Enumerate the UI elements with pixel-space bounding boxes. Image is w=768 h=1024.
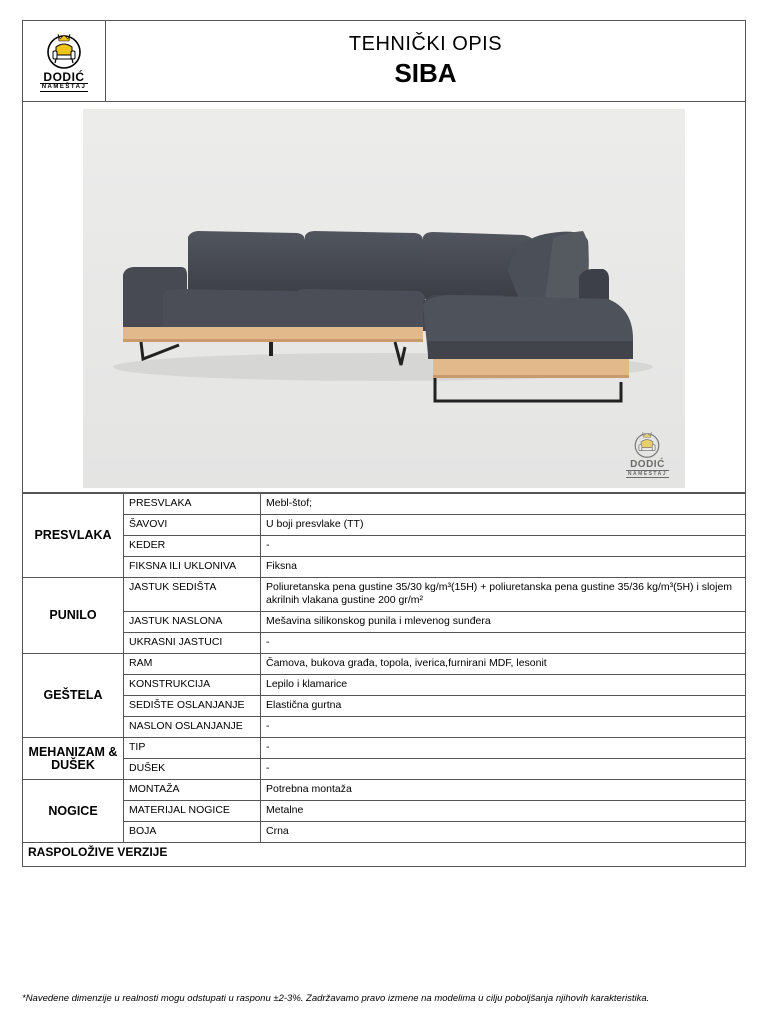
table-row — [23, 675, 746, 696]
row-value: Poliuretanska pena gustine 35/30 kg/m³(15H) + poliuretanska pena gustine 35/36 kg/m³(5H) i slojem akrilnih vlakana gustine 200 gr/m² — [261, 578, 746, 612]
header — [22, 20, 746, 102]
watermark-brand-name: DODIĆ — [630, 459, 665, 470]
table-row — [23, 515, 746, 536]
row-value: Mešavina silikonskog punila i mlevenog sunđera — [261, 612, 746, 633]
table-row — [23, 612, 746, 633]
row-value: Crna — [261, 822, 746, 843]
photo-row — [22, 102, 746, 493]
row-label: MATERIJAL NOGICE — [124, 801, 261, 822]
row-label: SEDIŠTE OSLANJANJE — [124, 696, 261, 717]
armchair-crown-icon — [632, 430, 662, 458]
row-label: UKRASNI JASTUCI — [124, 633, 261, 654]
row-label: JASTUK NASLONA — [124, 612, 261, 633]
table-row — [23, 696, 746, 717]
table-row — [23, 738, 746, 759]
row-value: - — [261, 738, 746, 759]
table-row — [23, 633, 746, 654]
armchair-crown-icon — [44, 31, 84, 69]
row-label: TIP — [124, 738, 261, 759]
watermark-brand-subtitle: NAMEŠTAJ — [627, 471, 667, 477]
row-label: DUŠEK — [124, 759, 261, 780]
table-row — [23, 536, 746, 557]
table-row — [23, 759, 746, 780]
row-label: BOJA — [124, 822, 261, 843]
row-value: - — [261, 759, 746, 780]
row-label: NASLON OSLANJANJE — [124, 717, 261, 738]
table-row — [23, 494, 746, 515]
row-label: MONTAŽA — [124, 780, 261, 801]
group-nogice: NOGICE — [23, 780, 124, 843]
document-type: TEHNIČKI OPIS — [348, 33, 503, 55]
row-value: Elastična gurtna — [261, 696, 746, 717]
title-cell — [106, 21, 745, 101]
row-label: ŠAVOVI — [124, 515, 261, 536]
row-label: KEDER — [124, 536, 261, 557]
row-value: - — [261, 717, 746, 738]
table-row — [23, 557, 746, 578]
logo-cell — [23, 21, 106, 101]
row-label: JASTUK SEDIŠTA — [124, 578, 261, 612]
row-label: FIKSNA ILI UKLONIVA — [124, 557, 261, 578]
table-row — [23, 801, 746, 822]
table-row — [23, 654, 746, 675]
row-value: Potrebna montaža — [261, 780, 746, 801]
brand-logo — [40, 31, 89, 92]
table-row — [23, 822, 746, 843]
spec-table — [22, 493, 746, 867]
row-label: RAM — [124, 654, 261, 675]
row-value: Lepilo i klamarice — [261, 675, 746, 696]
spec-sheet — [22, 20, 746, 867]
footnote: *Navedene dimenzije u realnosti mogu odstupati u rasponu ±2-3%. Zadržavamo pravo izmene na modelima u cilju poboljšanja njihovih karakteristika. — [22, 993, 650, 1004]
row-value: Fiksna — [261, 557, 746, 578]
sofa-illustration — [83, 109, 685, 488]
table-row — [23, 717, 746, 738]
product-photo — [83, 109, 685, 488]
table-row — [23, 780, 746, 801]
row-value: - — [261, 633, 746, 654]
row-value: Mebl-štof; — [261, 494, 746, 515]
row-label: KONSTRUKCIJA — [124, 675, 261, 696]
model-name: SIBA — [394, 58, 457, 88]
available-versions-heading: RASPOLOŽIVE VERZIJE — [23, 843, 746, 867]
table-row — [23, 843, 746, 867]
brand-name: DODIĆ — [43, 69, 85, 84]
group-mehanizam: MEHANIZAM & DUŠEK — [23, 738, 124, 780]
row-value: - — [261, 536, 746, 557]
group-presvlaka: PRESVLAKA — [23, 494, 124, 578]
group-gestela: GEŠTELA — [23, 654, 124, 738]
row-value: Čamova, bukova građa, topola, iverica,furnirani MDF, lesonit — [261, 654, 746, 675]
brand-subtitle: NAMEŠTAJ — [41, 83, 87, 90]
group-punilo: PUNILO — [23, 578, 124, 654]
table-row — [23, 578, 746, 612]
row-value: Metalne — [261, 801, 746, 822]
row-label: PRESVLAKA — [124, 494, 261, 515]
photo-watermark-logo — [626, 430, 669, 478]
row-value: U boji presvlake (TT) — [261, 515, 746, 536]
